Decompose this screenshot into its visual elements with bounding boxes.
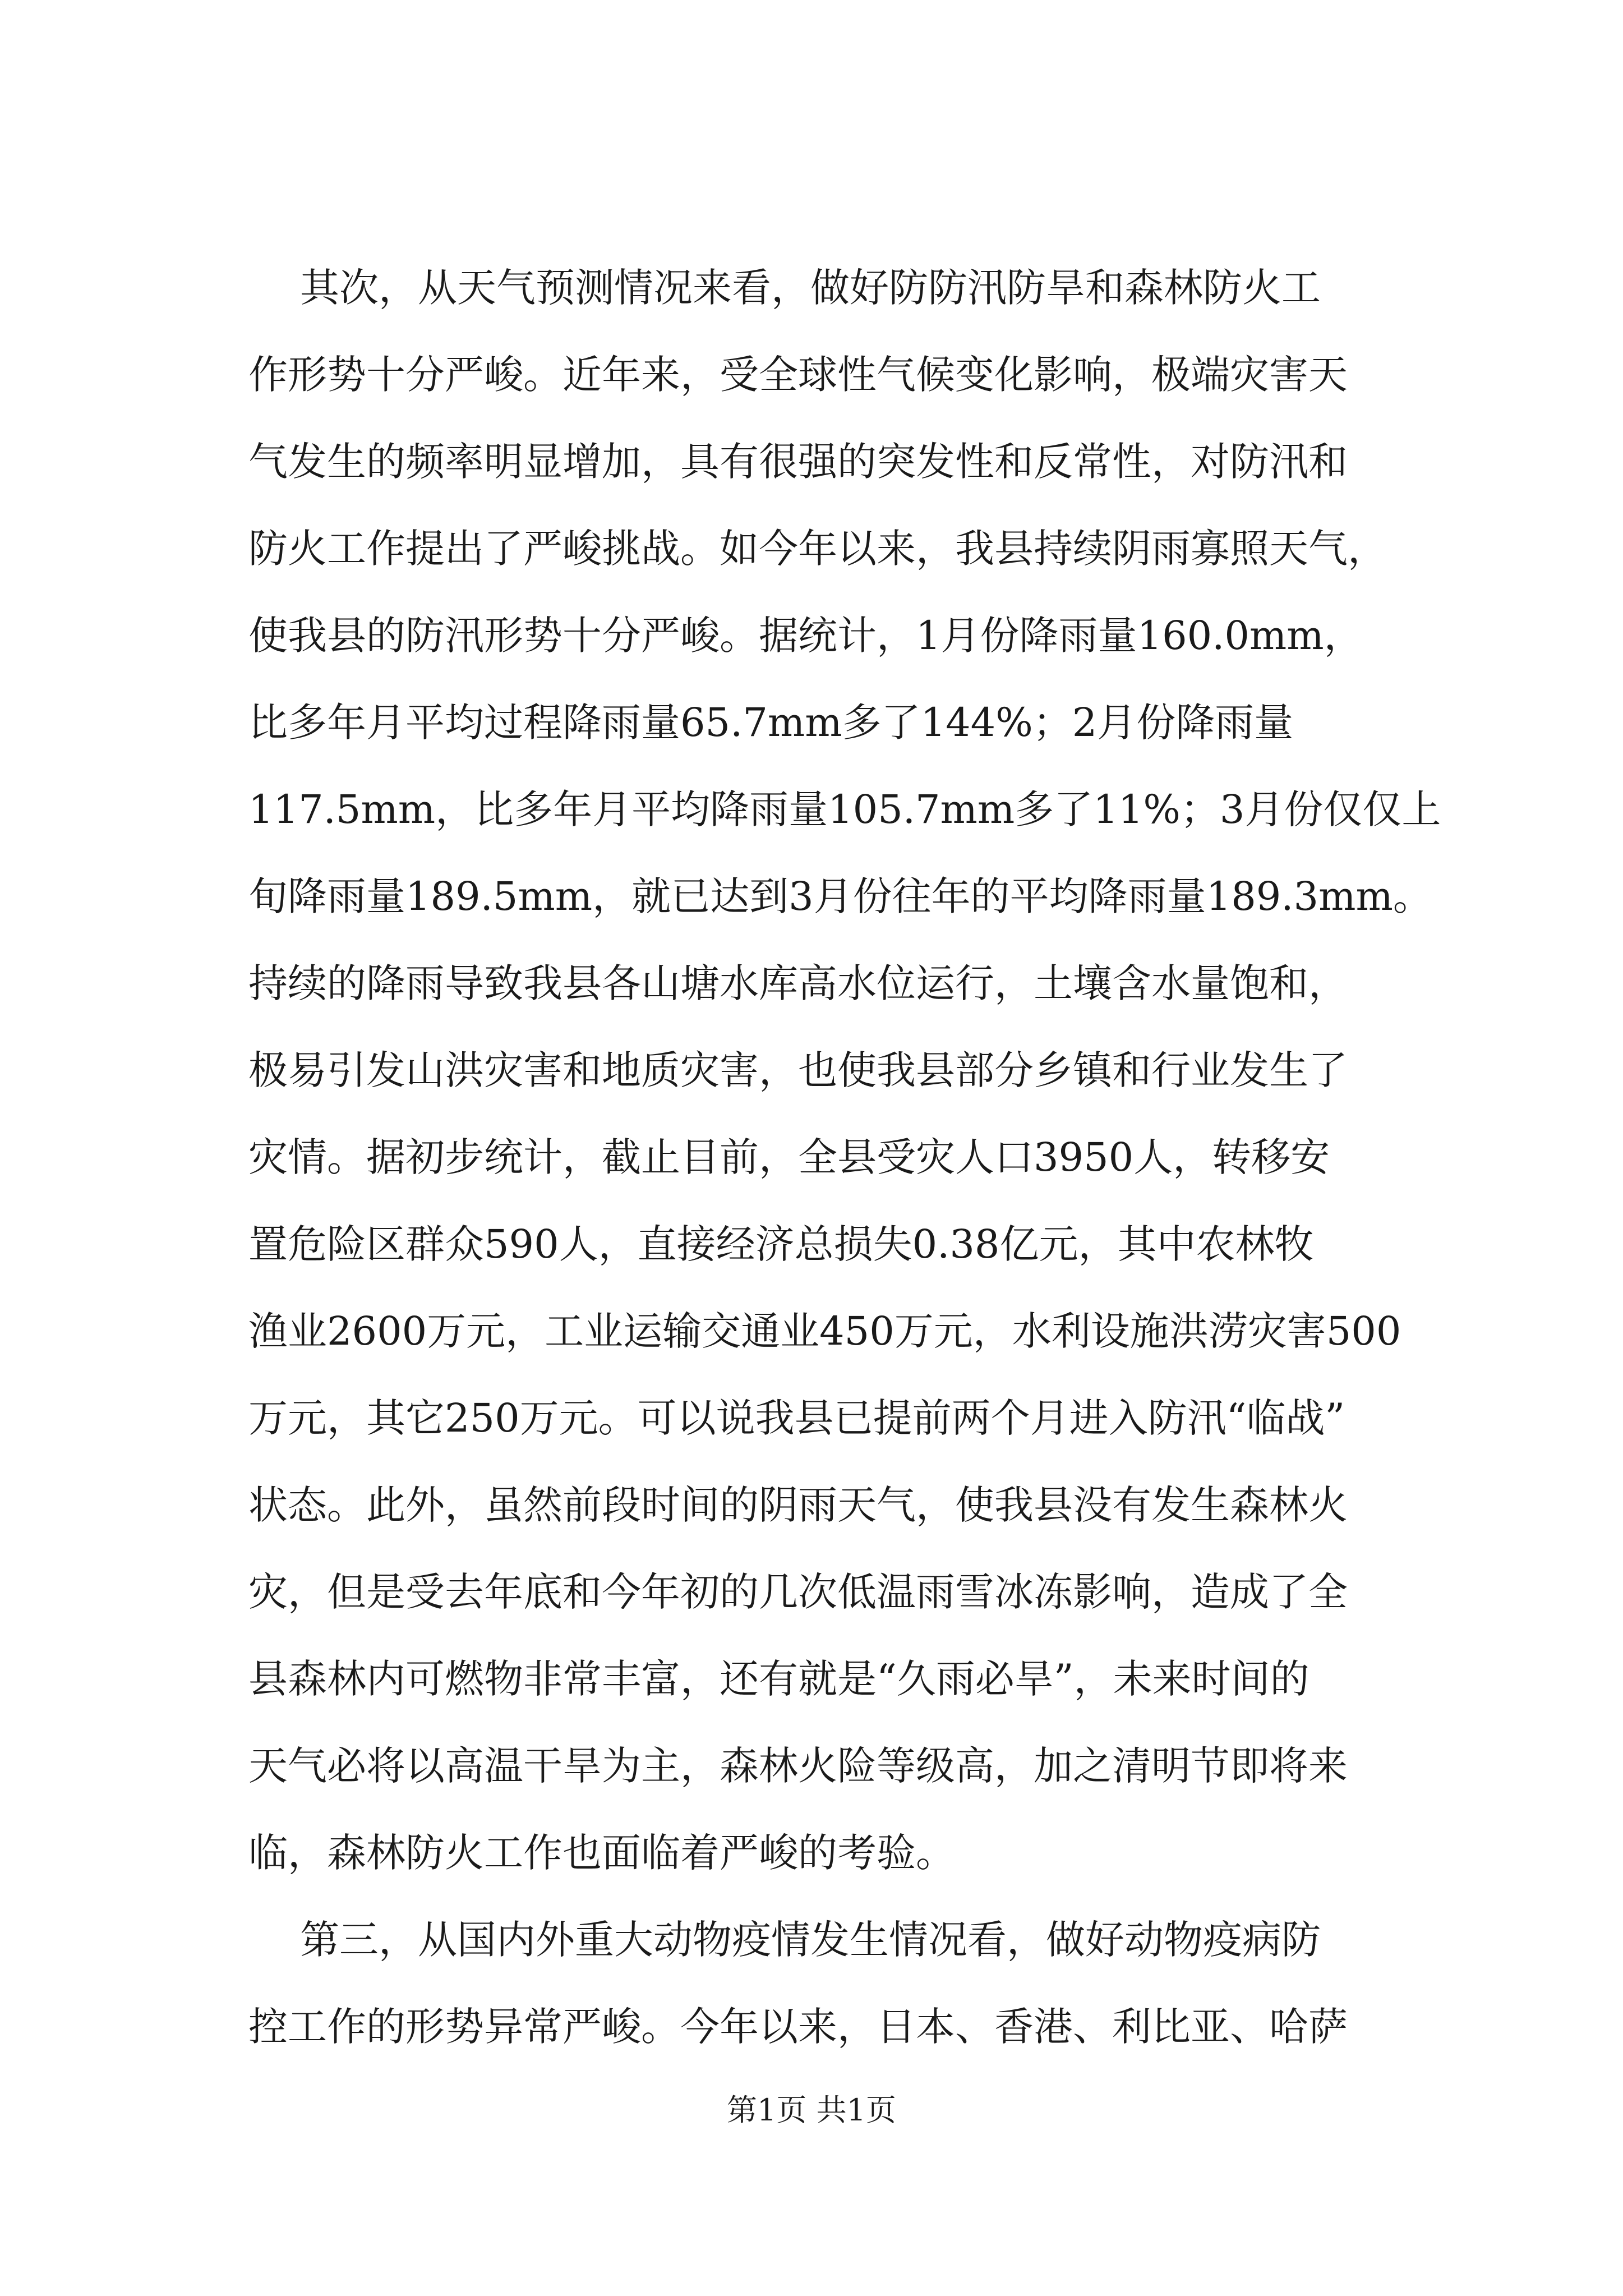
- page-footer: 第1页 共1页: [727, 2092, 896, 2128]
- text-line: 灾，但是受去年底和今年初的几次低温雨雪冰冻影响，造成了全: [248, 1569, 1348, 1615]
- text-line: 渔业2600万元，工业运输交通业450万元，水利设施洪涝灾害500: [248, 1308, 1401, 1354]
- text-line: 气发生的频率明显增加，具有很强的突发性和反常性，对防汛和: [248, 439, 1348, 485]
- text-line: 县森林内可燃物非常丰富，还有就是“久雨必旱”，未来时间的: [248, 1656, 1310, 1702]
- text-line-paragraph-start: 第三，从国内外重大动物疫情发生情况看，做好动物疫病防: [300, 1917, 1321, 1963]
- text-line: 使我县的防汛形势十分严峻。据统计，1月份降雨量160.0mm，: [248, 613, 1363, 659]
- text-line: 比多年月平均过程降雨量65.7mm多了144%；2月份降雨量: [248, 700, 1294, 746]
- text-line: 天气必将以高温干旱为主，森林火险等级高，加之清明节即将来: [248, 1743, 1348, 1789]
- text-line: 万元，其它250万元。可以说我县已提前两个月进入防汛“临战”: [248, 1395, 1345, 1441]
- text-line: 防火工作提出了严峻挑战。如今年以来，我县持续阴雨寡照天气，: [248, 526, 1387, 572]
- text-line: 临，森林防火工作也面临着严峻的考验。: [248, 1830, 955, 1876]
- text-line: 状态。此外，虽然前段时间的阴雨天气，使我县没有发生森林火: [248, 1482, 1348, 1528]
- text-line-paragraph-start: 其次，从天气预测情况来看，做好防防汛防旱和森林防火工: [300, 265, 1321, 311]
- text-line: 极易引发山洪灾害和地质灾害，也使我县部分乡镇和行业发生了: [248, 1047, 1348, 1093]
- text-line: 旬降雨量189.5mm，就已达到3月份往年的平均降雨量189.3mm。: [248, 873, 1432, 919]
- text-line: 持续的降雨导致我县各山塘水库高水位运行，土壤含水量饱和，: [248, 960, 1348, 1006]
- text-line: 灾情。据初步统计，截止目前，全县受灾人口3950人，转移安: [248, 1134, 1330, 1180]
- text-line: 置危险区群众590人，直接经济总损失0.38亿元，其中农林牧: [248, 1221, 1314, 1267]
- text-line: 控工作的形势异常严峻。今年以来，日本、香港、利比亚、哈萨: [248, 2004, 1348, 2050]
- text-line: 117.5mm，比多年月平均降雨量105.7mm多了11%；3月份仅仅上: [248, 786, 1441, 832]
- text-line: 作形势十分严峻。近年来，受全球性气候变化影响，极端灾害天: [248, 352, 1348, 398]
